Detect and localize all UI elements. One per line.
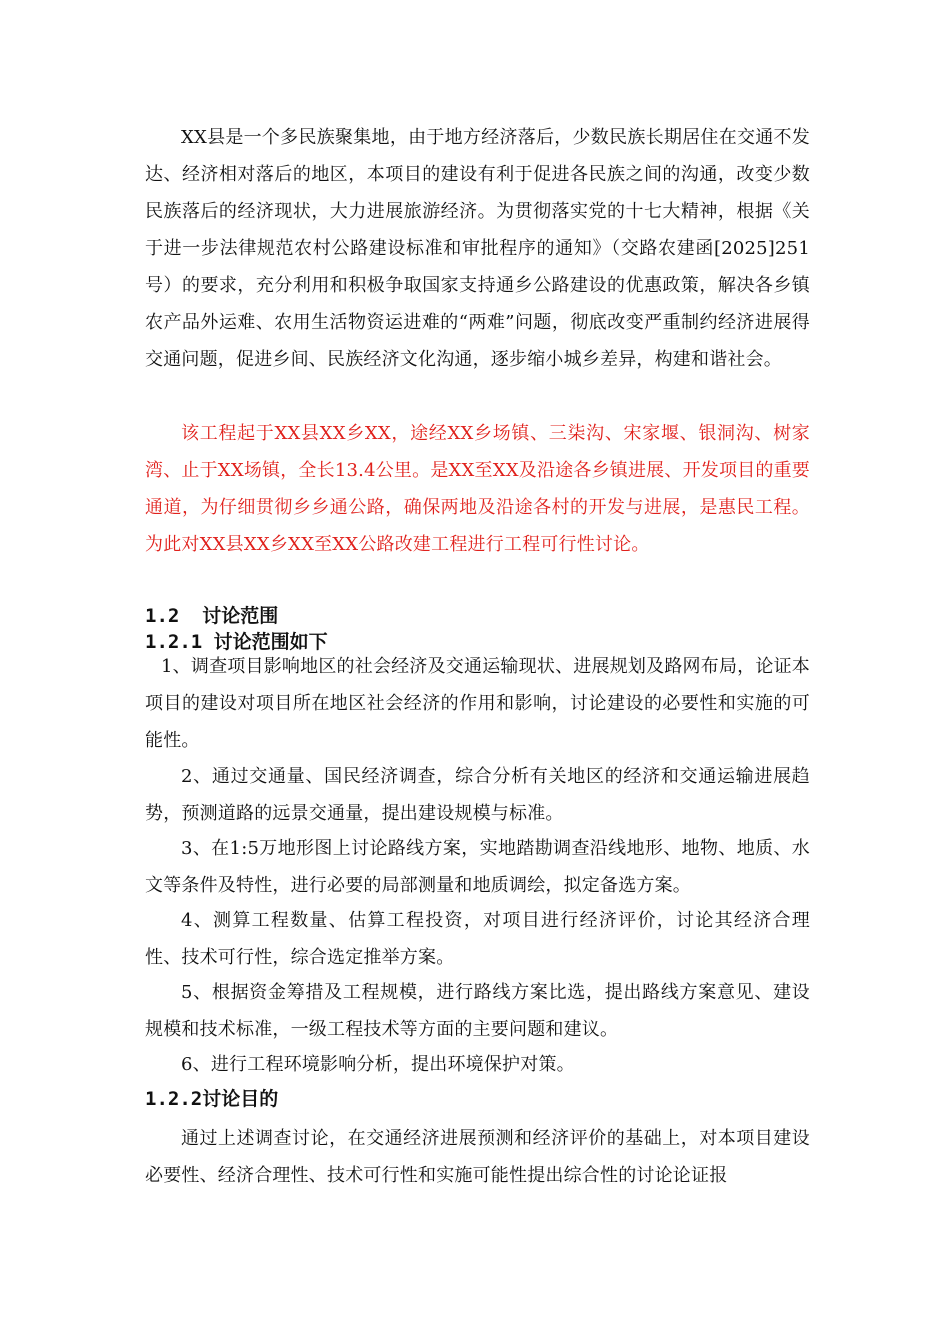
project-overview-paragraph: 该工程起于XX县XX乡XX，途经XX乡场镇、三柒沟、宋家堰、银洞沟、树家湾、止于XX场镇，全长13.4公里。是XX至XX及沿途各乡镇进展、开发项目的重要通道，为仔细贯彻乡乡通公路，确保两地及沿途各村的开发与进展，是惠民工程。为此对XX县XX乡XX至XX公路改建工程进行工程可行性讨论。 bbox=[145, 423, 810, 555]
purpose-paragraph: 通过上述调查讨论，在交通经济进展预测和经济评价的基础上，对本项目建设必要性、经济合理性、技术可行性和实施可能性提出综合性的讨论论证报 bbox=[145, 1128, 810, 1186]
section-heading-1-2-2: 1.2.2讨论目的 bbox=[145, 1088, 279, 1110]
section-heading-1-2-1: 1.2.1 讨论范围如下 bbox=[145, 631, 328, 653]
section-heading-1-2: 1.2 讨论范围 bbox=[145, 605, 279, 627]
scope-item-1: 1、调查项目影响地区的社会经济及交通运输现状、进展规划及路网布局，论证本项目的建设对项目所在地区社会经济的作用和影响，讨论建设的必要性和实施的可能性。 bbox=[145, 656, 810, 751]
scope-item-3: 3、在1:5万地形图上讨论路线方案，实地踏勘调查沿线地形、地物、地质、水文等条件及特性，进行必要的局部测量和地质调绘，拟定备选方案。 bbox=[145, 838, 810, 896]
scope-item-5: 5、根据资金筹措及工程规模，进行路线方案比选，提出路线方案意见、建设规模和技术标准，一级工程技术等方面的主要问题和建议。 bbox=[145, 982, 810, 1040]
scope-item-2: 2、通过交通量、国民经济调查，综合分析有关地区的经济和交通运输进展趋势，预测道路的远景交通量，提出建设规模与标准。 bbox=[145, 766, 810, 824]
intro-paragraph: XX县是一个多民族聚集地，由于地方经济落后，少数民族长期居住在交通不发达、经济相对落后的地区，本项目的建设有利于促进各民族之间的沟通，改变少数民族落后的经济现状，大力进展旅游经济。为贯彻落实党的十七大精神，根据《关于进一步法律规范农村公路建设标准和审批程序的通知》（交路农建函[2025]251号）的要求，充分利用和积极争取国家支持通乡公路建设的优惠政策，解决各乡镇农产品外运难、农用生活物资运进难的“两难”问题，彻底改变严重制约经济进展得交通问题，促进乡间、民族经济文化沟通，逐步缩小城乡差异，构建和谐社会。 bbox=[145, 127, 810, 370]
scope-item-6: 6、进行工程环境影响分析，提出环境保护对策。 bbox=[181, 1054, 575, 1075]
scope-item-4: 4、测算工程数量、估算工程投资，对项目进行经济评价，讨论其经济合理性、技术可行性，综合选定推举方案。 bbox=[145, 910, 810, 968]
